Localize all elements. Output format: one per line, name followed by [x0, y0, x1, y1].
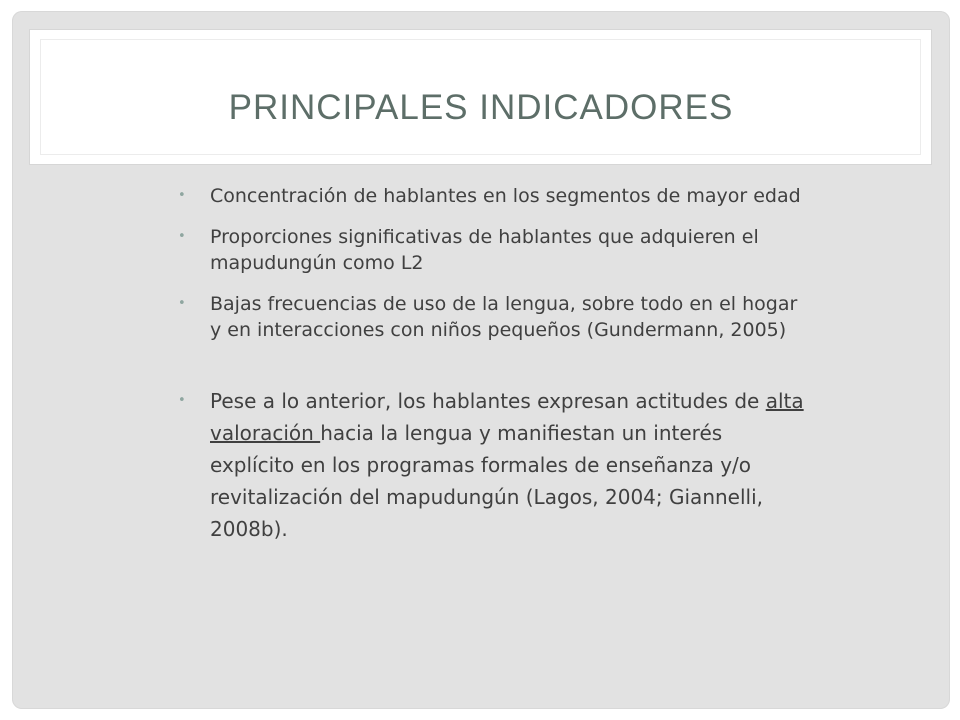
- bullet-item: [170, 385, 810, 545]
- bullet-item: [170, 224, 810, 276]
- bullet-dot-icon: •: [178, 188, 186, 203]
- bullet-text-before: Pese a lo anterior, los hablantes expresan actitudes de: [210, 389, 766, 413]
- slide-title: PRINCIPALES INDICADORES: [228, 88, 734, 127]
- bullet-text-after: hacia la lengua y manifiestan un interés explícito en los programas formales de enseñanza y/o revitalización del mapudungún (Lagos, 2004; Giannelli, 2008b).: [210, 421, 763, 541]
- bullet-dot-icon: •: [178, 393, 186, 408]
- bullet-text: Proporciones significativas de hablantes que adquieren el mapudungún como L2: [210, 226, 759, 274]
- bullet-list: [170, 183, 810, 560]
- bullet-text: Concentración de hablantes en los segmentos de mayor edad: [210, 185, 801, 207]
- bullet-dot-icon: •: [178, 229, 186, 244]
- bullet-text: Bajas frecuencias de uso de la lengua, sobre todo en el hogar y en interacciones con niños pequeños (Gundermann, 2005): [210, 293, 798, 341]
- slide: [12, 11, 950, 709]
- bullet-item: [170, 291, 810, 343]
- bullet-item: [170, 183, 810, 209]
- alta-valoracion-link[interactable]: alta valoración: [210, 389, 804, 445]
- bullet-dot-icon: •: [178, 296, 186, 311]
